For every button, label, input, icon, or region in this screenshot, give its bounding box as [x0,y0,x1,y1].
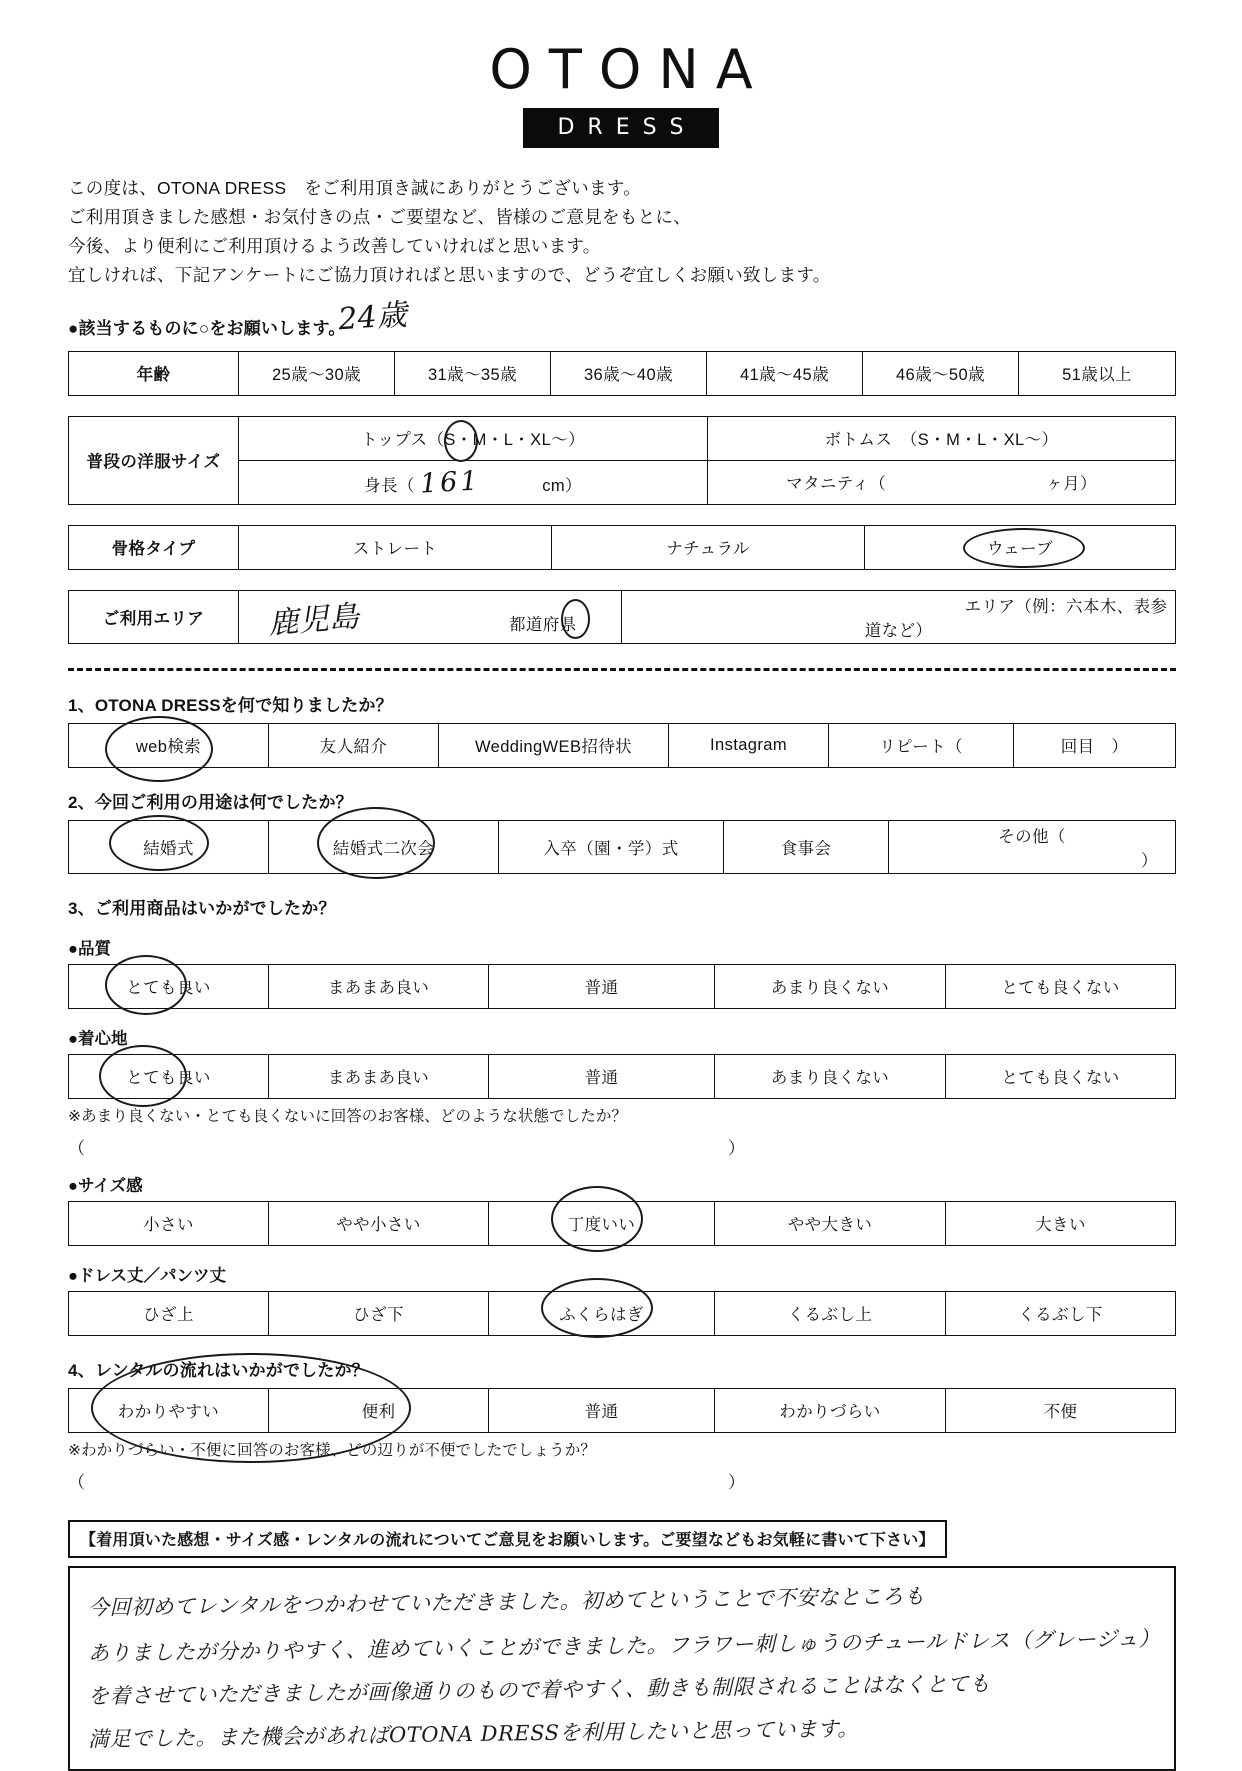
q4-free-close-paren: ） [728,1472,745,1492]
age-option-3[interactable]: 41歳〜45歳 [707,351,863,395]
table-row [69,820,1176,873]
bottoms-size-cell[interactable]: ボトムス （S・M・L・XL〜） [708,416,1176,460]
q4-option-0[interactable] [69,1388,269,1432]
q1-option-0-text: web検索 [135,738,202,757]
brand-name: OTONA [489,38,770,101]
q3-quality-label: ●品質 [68,939,111,958]
q1-option-3[interactable]: Instagram [669,723,829,767]
fit-option-2[interactable] [489,1201,715,1245]
q2-option-4-text: その他（ [998,827,1066,846]
length-option-1[interactable]: ひざ下 [269,1291,489,1335]
table-row [69,723,1176,767]
q4-free-input[interactable] [68,1468,1176,1490]
length-option-0[interactable]: ひざ上 [69,1291,269,1335]
comment-heading: 【着用頂いた感想・サイズ感・レンタルの流れについてご意見をお願いします。ご要望などもお気軽に書いて下さい】 [68,1520,947,1558]
q3-fit-table [68,1201,1176,1246]
fit-option-4[interactable]: 大きい [946,1201,1176,1245]
age-option-4[interactable]: 46歳〜50歳 [863,351,1019,395]
q4-option-1[interactable]: 便利 [269,1388,489,1432]
q2-option-0[interactable] [69,820,269,873]
comment-line-1: 今回初めてレンタルをつかわせていただきました。初めてということで不安なところも [87,1583,926,1620]
comfort-option-1[interactable]: まあまあ良い [269,1054,489,1098]
prefecture-cell[interactable] [239,590,622,643]
age-label: 年齢 [69,351,239,395]
comfort-option-4[interactable]: とても良くない [946,1054,1176,1098]
q3-comfort-label: ●着心地 [68,1029,128,1048]
comment-line-2: ありましたが分かりやすく、進めていくことができました。フラワー刺しゅうのチュールドレス（グレージュ） [87,1626,1161,1666]
height-value: 161 [418,465,482,500]
q3-free-close-paren: ） [728,1138,745,1158]
fit-option-0[interactable]: 小さい [69,1201,269,1245]
table-row [69,1054,1176,1098]
comfort-option-0-text: とても良い [126,1069,211,1088]
q4-option-2[interactable]: 普通 [489,1388,715,1432]
circle-instruction-text: ●該当するものに○をお願いします。 [68,318,346,338]
q4-free-open-paren: （ [68,1472,85,1492]
q4-note: ※わかりづらい・不便に回答のお客様、どの辺りが不便でしたでしょうか？ [68,1441,596,1459]
length-option-2[interactable] [489,1291,715,1335]
q2-option-2[interactable]: 入卒（園・学）式 [499,820,724,873]
brand-subname: DRESS [523,108,718,148]
quality-option-2[interactable]: 普通 [489,964,715,1008]
quality-option-0-text: とても良い [126,979,211,998]
q4-option-3[interactable]: わかりづらい [715,1388,946,1432]
maternity-cell[interactable] [708,460,1176,504]
area-table [68,590,1176,644]
maternity-label: マタニティ（ [786,475,887,494]
q3-length-table [68,1291,1176,1336]
q3-fit-label: ●サイズ感 [68,1176,143,1195]
age-option-2[interactable]: 36歳〜40歳 [551,351,707,395]
intro-line-2: ご利用頂きました感想・お気付きの点・ご要望など、皆様のご意見をもとに、 [68,206,691,227]
quality-option-3[interactable]: あまり良くない [715,964,946,1008]
frame-option-0[interactable]: ストレート [239,525,552,569]
table-row [69,1291,1176,1335]
q1-option-1[interactable]: 友人紹介 [269,723,439,767]
q3-comfort-table [68,1054,1176,1099]
fit-option-3[interactable]: やや大きい [715,1201,946,1245]
section-divider [68,668,1176,671]
fit-option-1[interactable]: やや小さい [269,1201,489,1245]
prefecture-value: 鹿児島 [267,598,362,642]
maternity-unit: ヶ月） [1046,475,1097,494]
table-row [69,1388,1176,1432]
frame-option-2[interactable] [865,525,1176,569]
table-row [69,1201,1176,1245]
frame-option-1[interactable]: ナチュラル [552,525,865,569]
frame-label: 骨格タイプ [69,525,239,569]
q2-option-1[interactable] [269,820,499,873]
q1-title: 1、OTONA DRESSを何で知りましたか？ [68,695,393,715]
area-detail-cell[interactable] [622,590,1176,643]
comment-line-4: 満足でした。また機会があればOTONA DRESSを利用したいと思っています。 [87,1716,860,1752]
age-table [68,351,1176,396]
size-label: 普段の洋服サイズ [69,416,239,504]
q1-table [68,723,1176,768]
prefecture-suffix-wrap [509,611,577,635]
q3-comfort-note: ※あまり良くない・とても良くないに回答のお客様、どのような状態でしたか？ [68,1107,628,1125]
table-row [69,590,1176,643]
age-option-1[interactable]: 31歳〜35歳 [395,351,551,395]
comment-box[interactable] [68,1566,1176,1771]
length-option-2-text: ふくらはぎ [559,1306,644,1325]
frame-option-2-text: ウェーブ [986,540,1054,559]
q4-title: 4、レンタルの流れはいかがでしたか？ [68,1360,369,1380]
q3-comfort-free-input[interactable] [68,1134,1176,1156]
q1-option-4[interactable]: リピート（ [829,723,1014,767]
length-option-4[interactable]: くるぶし下 [946,1291,1176,1335]
table-row [69,416,1176,460]
length-option-3[interactable]: くるぶし上 [715,1291,946,1335]
table-row [69,964,1176,1008]
age-option-0[interactable]: 25歳〜30歳 [239,351,395,395]
q3-title: 3、ご利用商品はいかがでしたか？ [68,898,336,918]
q2-title: 2、今回ご利用の用途は何でしたか？ [68,792,353,812]
q4-option-0-text: わかりやすい [117,1403,220,1422]
quality-option-4[interactable]: とても良くない [946,964,1176,1008]
height-unit: cm） [542,476,582,495]
intro-paragraph [68,174,1242,290]
area-label: ご利用エリア [69,590,239,643]
intro-line-4: 宜しければ、下記アンケートにご協力頂ければと思いますので、どうぞ宜しくお願い致します。 [68,264,831,285]
intro-line-3: 今後、より便利にご利用頂けるよう改善していければと思います。 [68,235,601,256]
q2-table [68,820,1176,874]
comfort-option-3[interactable]: あまり良くない [715,1054,946,1098]
prefecture-suffix: 都道府県 [508,615,577,634]
tops-size-text: トップス（S・M・L・XL〜） [361,431,585,450]
age-option-5[interactable]: 51歳以上 [1019,351,1176,395]
frame-type-table [68,525,1176,570]
quality-option-1[interactable]: まあまあ良い [269,964,489,1008]
fit-option-2-text: 丁度いい [567,1216,636,1235]
q4-option-4[interactable]: 不便 [946,1388,1176,1432]
q1-option-0[interactable] [69,723,269,767]
handwritten-age: 24歳 [337,297,409,338]
q2-option-4[interactable] [889,820,1176,873]
q1-option-2[interactable]: WeddingWEB招待状 [439,723,669,767]
tops-size-cell[interactable] [239,416,708,460]
quality-option-0[interactable] [69,964,269,1008]
comment-line-3: を着させていただきましたが画像通りのもので着やすく、動きも制限されることはなくとても [87,1671,991,1708]
clothing-size-table [68,416,1176,505]
q3-length-label: ●ドレス丈／パンツ丈 [68,1266,226,1285]
area-hint: エリア（例：六本木、表参道など） [864,597,1168,640]
height-label: 身長（ [364,476,415,495]
q2-option-3[interactable]: 食事会 [724,820,889,873]
height-cell[interactable] [239,460,708,504]
table-row [69,525,1176,569]
q1-option-5[interactable]: 回目 ） [1014,723,1176,767]
q2-option-1-text: 結婚式二次会 [332,839,435,858]
intro-line-1: この度は、OTONA DRESS をご利用頂き誠にありがとうございます。 [68,177,641,198]
table-row [69,351,1176,395]
comfort-option-2[interactable]: 普通 [489,1054,715,1098]
q2-option-5-text: ） [1141,851,1158,870]
q3-free-open-paren: （ [68,1138,85,1158]
q3-quality-table [68,964,1176,1009]
q4-table [68,1388,1176,1433]
comfort-option-0[interactable] [69,1054,269,1098]
circle-instruction [68,297,1242,339]
q2-option-0-text: 結婚式 [143,839,194,858]
brand-logo [0,0,1242,148]
